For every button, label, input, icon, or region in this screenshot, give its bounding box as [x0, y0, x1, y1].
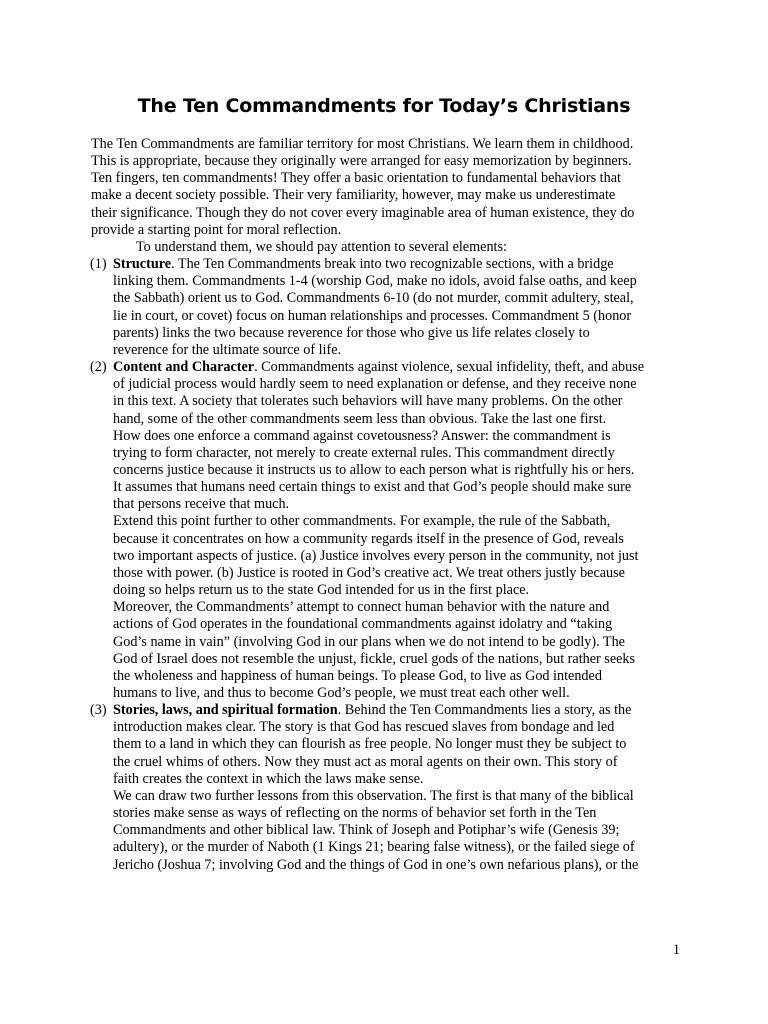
- intro-line: their significance. Though they do not cover every imaginable area of human existence, they do: [91, 204, 635, 221]
- list-item-line: the wholeness and happiness of human beings. To please God, to live as God intended: [113, 667, 602, 684]
- list-item-first-line-text: . Behind the Ten Commandments lies a story, as the: [337, 702, 632, 719]
- list-item-line: them to a land in which they can flourish as free people. No longer must they be subject to: [113, 736, 627, 753]
- intro-line: provide a starting point for moral reflection.: [91, 221, 342, 238]
- list-item-line: those with power. (b) Justice is rooted in God’s creative act. We treat others justly because: [113, 564, 625, 581]
- list-item-number: (3): [90, 702, 107, 719]
- intro-indented-line: To understand them, we should pay attention to several elements:: [136, 238, 507, 255]
- list-item-line: the cruel whims of others. Now they must act as moral agents on their own. This story of: [113, 753, 618, 770]
- list-item-line: Moreover, the Commandments’ attempt to connect human behavior with the nature and: [113, 599, 610, 616]
- page-number: 1: [672, 942, 680, 958]
- list-item-body: [91, 256, 691, 359]
- list-item-line: parents) links the two because reverence for those who give us life relates closely to: [113, 324, 590, 341]
- list-item-heading: Stories, laws, and spiritual formation: [113, 702, 338, 719]
- list-item-structure: [91, 256, 691, 359]
- list-item-first-line: [113, 359, 691, 376]
- list-item-line: Extend this point further to other commandments. For example, the rule of the Sabbath,: [113, 513, 611, 530]
- list-item-first-line-text: . The Ten Commandments break into two recognizable sections, with a bridge: [171, 256, 614, 273]
- list-item-content-and-character: [91, 359, 691, 702]
- intro-paragraph: [91, 136, 691, 256]
- list-item-heading: Structure: [113, 256, 172, 273]
- list-item-line: Commandments and other biblical law. Think of Joseph and Potiphar’s wife (Genesis 39;: [113, 822, 620, 839]
- list-item-line: because it concentrates on how a community regards itself in the presence of God, reveals: [113, 530, 624, 547]
- list-item-line: two important aspects of justice. (a) Justice involves every person in the community, not just: [113, 547, 639, 564]
- list-item-stories-laws: [91, 702, 691, 874]
- list-item-heading: Content and Character: [113, 359, 255, 376]
- list-item-body: [91, 359, 691, 702]
- list-item-line: hand, some of the other commandments seem less than obvious. Take the last one first.: [113, 410, 607, 427]
- list-item-line: stories make sense as ways of reflecting on the norms of behavior set forth in the Ten: [113, 805, 597, 822]
- list-item-line: of judicial process would hardly seem to need explanation or defense, and they receive none: [113, 376, 637, 393]
- list-item-number: (2): [90, 359, 107, 376]
- list-item-line: It assumes that humans need certain things to exist and that God’s people should make sure: [113, 479, 632, 496]
- intro-line: make a decent society possible. Their very familiarity, however, may make us underestimate: [91, 187, 616, 204]
- list-item-line: the Sabbath) orient us to God. Commandments 6-10 (do not murder, commit adultery, steal,: [113, 290, 634, 307]
- list-item-line: How does one enforce a command against covetousness? Answer: the commandment is: [113, 427, 611, 444]
- list-item-line: that persons receive that much.: [113, 496, 290, 513]
- list-item-line: adultery), or the murder of Naboth (1 Kings 21; bearing false witness), or the failed siege of: [113, 839, 635, 856]
- list-item-line: linking them. Commandments 1-4 (worship God, make no idols, avoid false oaths, and keep: [113, 273, 637, 290]
- list-item-body: [91, 702, 691, 874]
- list-item-first-line: [113, 702, 691, 719]
- list-item-number: (1): [90, 256, 107, 273]
- list-item-first-line: [113, 256, 691, 273]
- intro-line: Ten fingers, ten commandments! They offer a basic orientation to fundamental behaviors that: [91, 170, 621, 187]
- list-item-line: Jericho (Joshua 7; involving God and the things of God in one’s own nefarious plans), or the: [113, 856, 639, 873]
- list-item-line: introduction makes clear. The story is that God has rescued slaves from bondage and led: [113, 719, 615, 736]
- list-item-line: We can draw two further lessons from this observation. The first is that many of the biblical: [113, 787, 634, 804]
- intro-line: This is appropriate, because they originally were arranged for easy memorization by beginners.: [91, 153, 632, 170]
- list-item-line: in this text. A society that tolerates such behaviors will have many problems. On the other: [113, 393, 623, 410]
- document-body: [91, 136, 691, 874]
- document-title: The Ten Commandments for Today’s Christians: [137, 95, 631, 117]
- list-item-line: actions of God operates in the foundational commandments against idolatry and “taking: [113, 616, 613, 633]
- list-item-first-line-text: . Commandments against violence, sexual infidelity, theft, and abuse: [254, 359, 645, 376]
- list-item-line: God’s name in vain” (involving God in our plans when we do not intend to be godly). The: [113, 633, 625, 650]
- list-item-line: doing so helps return us to the state God intended for us in the first place.: [113, 582, 530, 599]
- list-item-line: trying to form character, not merely to create external rules. This commandment directly: [113, 444, 615, 461]
- list-item-line: reverence for the ultimate source of life.: [113, 341, 342, 358]
- intro-line: The Ten Commandments are familiar territory for most Christians. We learn them in childhood.: [91, 136, 634, 152]
- list-item-line: concerns justice because it instructs us to allow to each person what is rightfully his or hers.: [113, 461, 635, 478]
- list-item-line: faith creates the context in which the laws make sense.: [113, 770, 424, 787]
- list-item-line: humans to live, and thus to become God’s people, we must treat each other well.: [113, 685, 570, 701]
- list-item-line: lie in court, or covet) focus on human relationships and processes. Commandment 5 (honor: [113, 307, 632, 324]
- list-item-line: God of Israel does not resemble the unjust, fickle, cruel gods of the nations, but rather seeks: [113, 650, 636, 667]
